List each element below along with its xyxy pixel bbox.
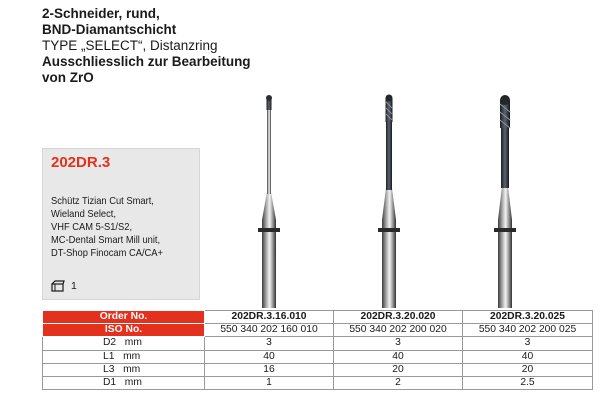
compat-line: VHF CAM 5-S1/S2,	[51, 222, 133, 233]
compat-line: Schütz Tizian Cut Smart,	[51, 196, 154, 207]
order-no-cell: 202DR.3.20.025	[463, 311, 593, 324]
product-code: 202DR.3	[51, 154, 111, 171]
package-quantity	[51, 280, 77, 292]
header-line-1: 2-Schneider, rund,	[42, 6, 160, 21]
dimension-label: D2 mm	[43, 337, 205, 350]
compatible-machines	[51, 195, 204, 260]
bur-2	[378, 95, 400, 309]
value-cell: 3	[205, 337, 334, 350]
product-description	[42, 6, 251, 86]
value-cell: 20	[334, 363, 463, 376]
dimension-label: D1 mm	[43, 376, 205, 389]
header-line-4: Ausschliesslich zur Bearbeitung	[42, 54, 251, 69]
product-info-box	[42, 148, 200, 300]
package-icon	[51, 280, 65, 292]
value-cell: 3	[334, 337, 463, 350]
dimension-label: L1 mm	[43, 350, 205, 363]
value-cell: 16	[205, 363, 334, 376]
value-cell: 40	[463, 350, 593, 363]
value-cell: 2	[334, 376, 463, 389]
table-row	[43, 363, 593, 376]
table-row	[43, 324, 593, 337]
iso-no-cell: 550 340 202 160 010	[205, 324, 334, 337]
iso-no-cell: 550 340 202 200 020	[334, 324, 463, 337]
bur-images	[200, 88, 600, 310]
value-cell: 1	[205, 376, 334, 389]
compat-line: DT-Shop Finocam CA/CA+	[51, 248, 164, 259]
header-line-5: von ZrO	[42, 70, 94, 85]
iso-no-label: ISO No.	[43, 324, 205, 337]
compat-line: Wieland Select,	[51, 209, 116, 220]
bur-1	[258, 95, 280, 308]
value-cell: 3	[463, 337, 593, 350]
order-no-cell: 202DR.3.20.020	[334, 311, 463, 324]
package-qty: 1	[71, 280, 77, 292]
value-cell: 20	[463, 363, 593, 376]
compat-line: MC-Dental Smart Mill unit,	[51, 235, 161, 246]
table-row	[43, 337, 593, 350]
value-cell: 40	[334, 350, 463, 363]
order-no-label: Order No.	[43, 311, 205, 324]
value-cell: 2.5	[463, 376, 593, 389]
value-cell: 40	[205, 350, 334, 363]
iso-no-cell: 550 340 202 200 025	[463, 324, 593, 337]
header-line-2: BND-Diamantschicht	[42, 22, 177, 37]
table-row	[43, 376, 593, 389]
table-row	[43, 311, 593, 324]
spec-table	[42, 310, 593, 390]
bur-3	[494, 95, 516, 308]
table-row	[43, 350, 593, 363]
header-line-3: TYPE „SELECT“, Distanzring	[42, 38, 218, 53]
dimension-label: L3 mm	[43, 363, 205, 376]
order-no-cell: 202DR.3.16.010	[205, 311, 334, 324]
